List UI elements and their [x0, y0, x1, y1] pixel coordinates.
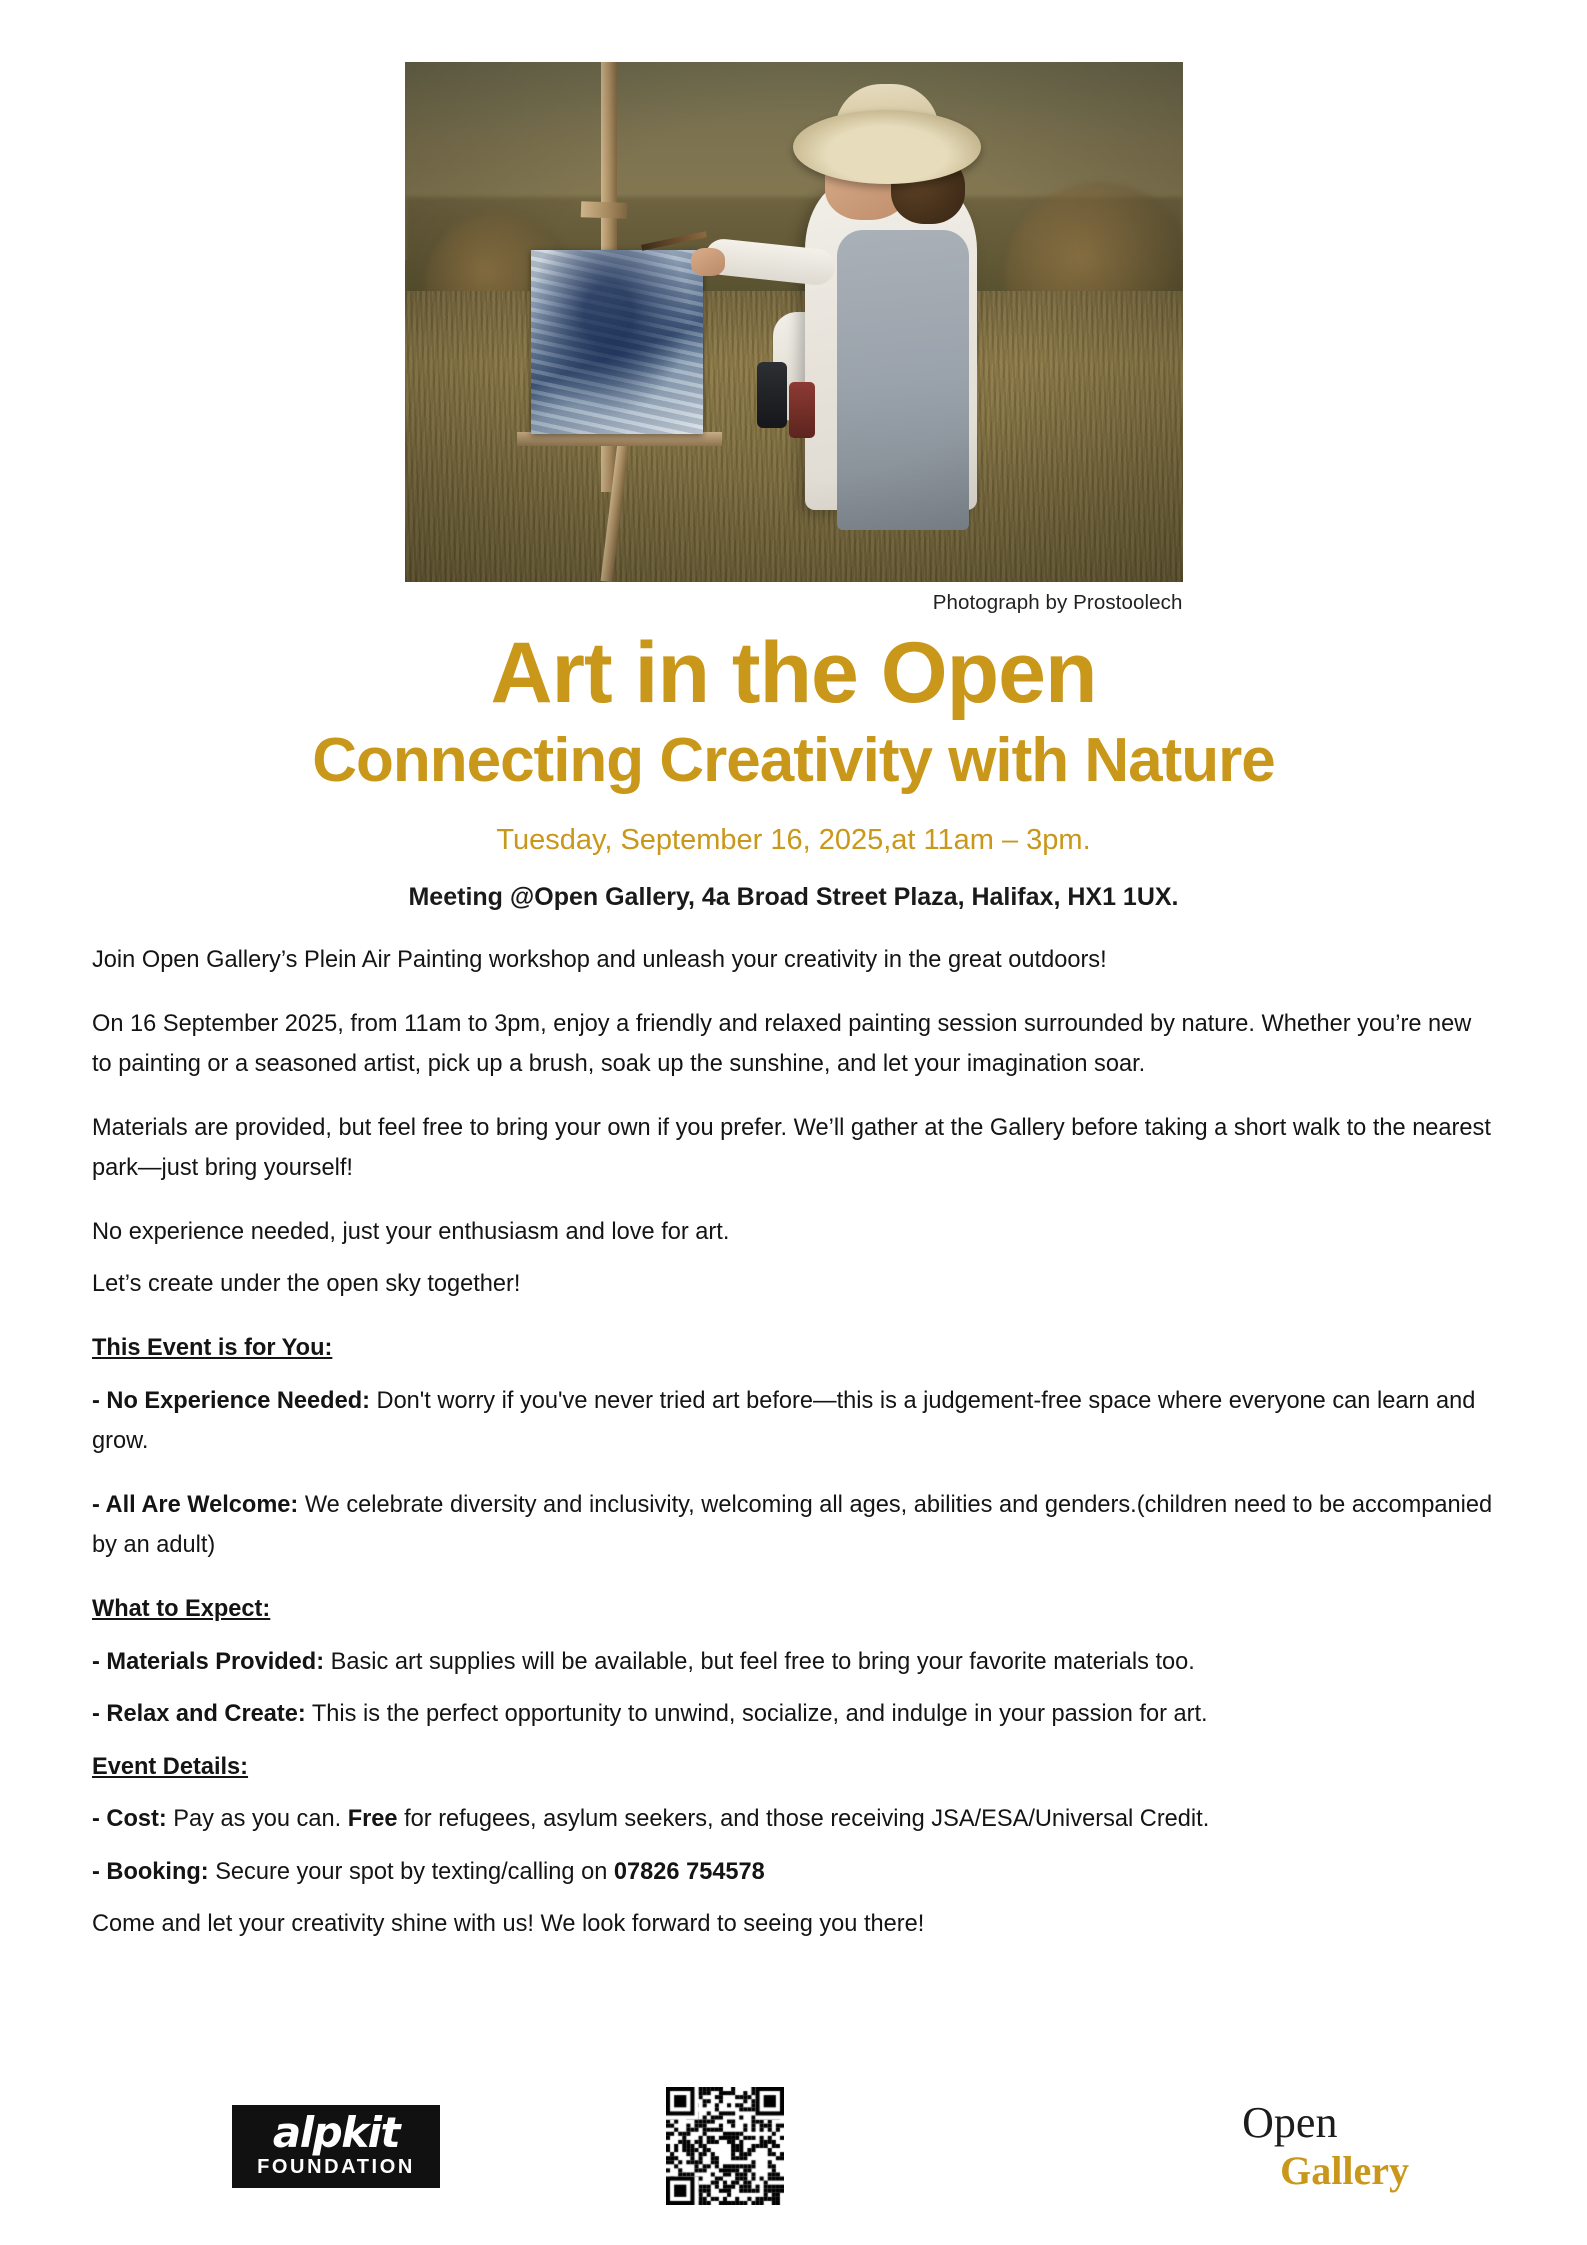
- bullet-relax-and-create-text: This is the perfect opportunity to unwind, socialize, and indulge in your passion for art.: [305, 1701, 1208, 1728]
- paragraph-intro: Join Open Gallery’s Plein Air Painting workshop and unleash your creativity in the great outdoors!: [92, 947, 1107, 974]
- bullet-materials-provided-label: - Materials Provided:: [92, 1648, 325, 1675]
- bullet-booking-text: Secure your spot by texting/calling on: [208, 1858, 614, 1885]
- alpkit-foundation-logo: [232, 2105, 440, 2188]
- bullet-no-experience-needed-text: Don't worry if you've never tried art before—this is a judgement-free space where everyone can learn and grow.: [92, 1387, 1476, 1455]
- hero-photo-wrapper: [405, 0, 1183, 615]
- bullet-all-are-welcome: [92, 1485, 1495, 1566]
- bullet-materials-provided: [92, 1642, 1495, 1683]
- paragraph-details: On 16 September 2025, from 11am to 3pm, enjoy a friendly and relaxed painting session surrounded by nature. Whether you’re new to painting or a seasoned artist, pick up a brush, soak up the sunshine, and let your imagination soar.: [92, 1010, 1472, 1078]
- event-date-line: Tuesday, September 16, 2025,at 11am – 3pm.: [496, 824, 1091, 857]
- qr-code[interactable]: [666, 2087, 784, 2205]
- bullet-cost-text-b: for refugees, asylum seekers, and those receiving JSA/ESA/Universal Credit.: [397, 1806, 1210, 1833]
- alpkit-wordmark: alpkit: [272, 2107, 400, 2157]
- open-gallery-line1: Open: [1242, 2097, 1338, 2147]
- bullet-all-are-welcome-label: - All Are Welcome:: [92, 1491, 299, 1518]
- bullet-no-experience-needed-label: - No Experience Needed:: [92, 1387, 370, 1414]
- alpkit-foundation-label: FOUNDATION: [257, 2155, 415, 2178]
- woman-painting-outdoors-photo: [405, 62, 1183, 582]
- qr-code-canvas[interactable]: [666, 2087, 784, 2205]
- paragraph-materials: Materials are provided, but feel free to bring your own if you prefer. We’ll gather at the Gallery before taking a short walk to the nearest park—just bring yourself!: [92, 1114, 1491, 1182]
- heading-event-details: [92, 1747, 1495, 1788]
- bullet-cost-text-a: Pay as you can.: [166, 1806, 348, 1833]
- paragraph-closing: Come and let your creativity shine with us! We look forward to seeing you there!: [92, 1911, 925, 1938]
- bullet-cost-label: - Cost:: [92, 1806, 167, 1833]
- heading-what-to-expect-text: What to Expect:: [92, 1595, 271, 1622]
- heading-event-is-for-you: [92, 1328, 1495, 1369]
- bullet-booking: [92, 1852, 1495, 1893]
- heading-event-details-text: Event Details:: [92, 1753, 249, 1780]
- bullet-no-experience-needed: [92, 1381, 1495, 1462]
- bullet-relax-and-create: [92, 1694, 1495, 1735]
- open-gallery-line2: Gallery: [1280, 2148, 1409, 2194]
- bullet-materials-provided-text: Basic art supplies will be available, but feel free to bring your favorite materials too.: [324, 1648, 1195, 1675]
- bullet-cost-free: Free: [347, 1806, 398, 1833]
- page-title: Art in the Open: [490, 625, 1097, 721]
- photo-credit: Photograph by Prostoolech: [932, 591, 1183, 614]
- bullet-booking-label: - Booking:: [92, 1858, 209, 1885]
- heading-event-is-for-you-text: This Event is for You:: [92, 1335, 333, 1362]
- open-gallery-logo: [1242, 2097, 1409, 2194]
- footer-logos: [92, 2091, 1495, 2201]
- heading-what-to-expect: [92, 1589, 1495, 1630]
- paragraph-no-experience: No experience needed, just your enthusiasm and love for art.: [92, 1218, 730, 1245]
- event-location-line: Meeting @Open Gallery, 4a Broad Street Plaza, Halifax, HX1 1UX.: [408, 883, 1179, 912]
- bullet-cost: [92, 1799, 1495, 1840]
- page-subtitle: Connecting Creativity with Nature: [312, 726, 1275, 796]
- photo-vignette: [405, 62, 1183, 582]
- bullet-relax-and-create-label: - Relax and Create:: [92, 1701, 306, 1728]
- body-copy: [92, 940, 1495, 1945]
- bullet-all-are-welcome-text: We celebrate diversity and inclusivity, welcoming all ages, abilities and genders.(children need to be accompanied by an adult): [92, 1491, 1493, 1559]
- paragraph-invitation: Let’s create under the open sky together!: [92, 1271, 521, 1298]
- booking-phone-number[interactable]: 07826 754578: [613, 1858, 765, 1885]
